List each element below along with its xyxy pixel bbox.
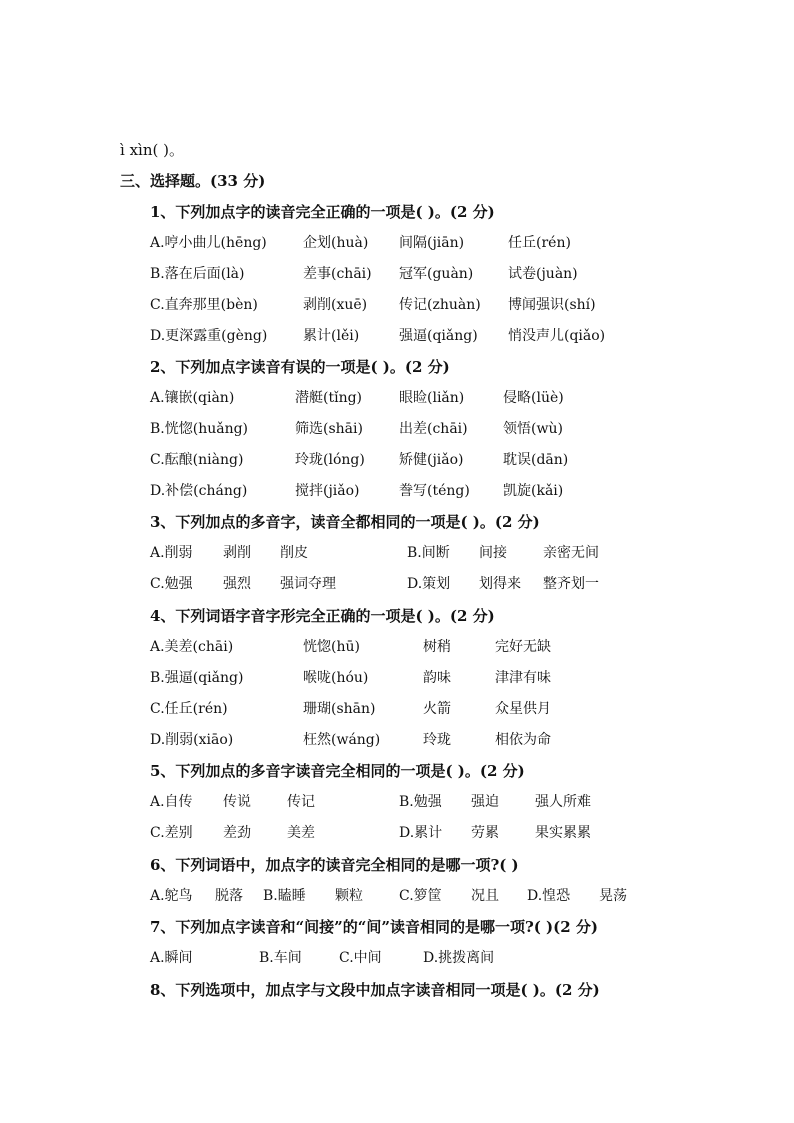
option-item: 强迫 xyxy=(471,794,499,810)
option-item: 晃荡 xyxy=(599,888,627,904)
option-item: 树稍 xyxy=(423,639,451,655)
option-row xyxy=(0,637,794,657)
option-item: 整齐划一 xyxy=(543,576,599,592)
option-item: B.强逼(qiǎng) xyxy=(150,670,244,686)
option-item: 劳累 xyxy=(471,825,499,841)
option-item: 颗粒 xyxy=(335,888,363,904)
option-item: 强词夺理 xyxy=(280,576,336,592)
question-stem: 3、下列加点的多音字，读音全都相同的一项是( )。(2 分) xyxy=(150,513,540,531)
option-item: 枉然(wáng) xyxy=(303,732,381,748)
option-item: D.挑拨离间 xyxy=(423,950,495,966)
option-item: 亲密无间 xyxy=(543,545,599,561)
question-stem: 4、下列词语字音字形完全正确的一项是( )。(2 分) xyxy=(150,607,495,625)
option-item: 间隔(jiān) xyxy=(399,235,465,251)
option-item: 传记 xyxy=(287,794,315,810)
option-row xyxy=(0,419,794,439)
option-item: 耽误(dān) xyxy=(503,452,569,468)
option-item: 完好无缺 xyxy=(495,639,551,655)
option-item: 悄没声儿(qiǎo) xyxy=(508,328,606,344)
option-item: C.差别 xyxy=(150,825,193,841)
option-item: 凯旋(kǎi) xyxy=(503,483,564,499)
option-row xyxy=(0,326,794,346)
option-item: 韵味 xyxy=(423,670,451,686)
option-item: A.镶嵌(qiàn) xyxy=(150,390,235,406)
option-item: 剥削(xuē) xyxy=(303,297,368,313)
option-item: 脱落 xyxy=(215,888,243,904)
option-item: C.酝酿(niàng) xyxy=(150,452,244,468)
option-item: A.瞬间 xyxy=(150,950,193,966)
question-stem: 7、下列加点字读音和“间接”的“间”读音相同的是哪一项?( )(2 分) xyxy=(150,918,599,936)
question-stem: 5、下列加点的多音字读音完全相同的一项是( )。(2 分) xyxy=(150,762,525,780)
option-item: A.哼小曲儿(hēng) xyxy=(150,235,267,251)
option-item: 况且 xyxy=(471,888,499,904)
option-item: 传记(zhuàn) xyxy=(399,297,481,313)
option-item: A.自传 xyxy=(150,794,193,810)
option-item: 冠军(guàn) xyxy=(399,266,474,282)
option-row xyxy=(0,543,794,563)
question-stem: 2、下列加点字读音有误的一项是( )。(2 分) xyxy=(150,358,450,376)
option-item: 差劲 xyxy=(223,825,251,841)
option-item: 潜艇(tǐng) xyxy=(295,390,363,406)
option-row xyxy=(0,948,794,968)
option-row xyxy=(0,823,794,843)
option-item: 津津有味 xyxy=(495,670,551,686)
option-item: 誊写(téng) xyxy=(399,483,470,499)
option-item: 众星供月 xyxy=(495,701,551,717)
option-item: 削皮 xyxy=(280,545,308,561)
question-stem: 8、下列选项中，加点字与文段中加点字读音相同一项是( )。(2 分) xyxy=(150,981,600,999)
option-item: D.累计 xyxy=(399,825,443,841)
option-row xyxy=(0,792,794,812)
option-item: B.瞌睡 xyxy=(263,888,306,904)
option-item: B.车间 xyxy=(259,950,302,966)
top-answer-line: ì xìn( )。 xyxy=(120,141,184,159)
option-item: 侵略(lüè) xyxy=(503,390,564,406)
option-item: C.任丘(rén) xyxy=(150,701,228,717)
option-row xyxy=(0,886,794,906)
option-item: C.中间 xyxy=(339,950,382,966)
option-item: 美差 xyxy=(287,825,315,841)
option-item: A.鸵鸟 xyxy=(150,888,193,904)
option-row xyxy=(0,295,794,315)
option-row xyxy=(0,699,794,719)
option-item: 出差(chāi) xyxy=(399,421,468,437)
option-item: 眼睑(liǎn) xyxy=(399,390,465,406)
option-item: A.削弱 xyxy=(150,545,193,561)
option-item: 间接 xyxy=(479,545,507,561)
option-item: D.策划 xyxy=(407,576,451,592)
option-item: 恍惚(hū) xyxy=(303,639,360,655)
option-item: 试卷(juàn) xyxy=(508,266,578,282)
option-item: 任丘(rén) xyxy=(508,235,571,251)
option-item: 相依为命 xyxy=(495,732,551,748)
option-item: 珊瑚(shān) xyxy=(303,701,376,717)
option-item: 领悟(wù) xyxy=(503,421,563,437)
option-item: D.补偿(cháng) xyxy=(150,483,248,499)
option-item: 玲珑 xyxy=(423,732,451,748)
option-item: 累计(lěi) xyxy=(303,328,360,344)
option-item: B.落在后面(là) xyxy=(150,266,245,282)
option-item: 剥削 xyxy=(223,545,251,561)
option-item: 博闻强识(shí) xyxy=(508,297,596,313)
option-item: 划得来 xyxy=(479,576,521,592)
option-item: 矫健(jiǎo) xyxy=(399,452,464,468)
section-title: 三、选择题。(33 分) xyxy=(120,172,266,190)
option-row xyxy=(0,233,794,253)
option-item: B.勉强 xyxy=(399,794,442,810)
option-row xyxy=(0,481,794,501)
option-item: D.更深露重(gèng) xyxy=(150,328,268,344)
option-item: B.恍惚(huǎng) xyxy=(150,421,249,437)
option-item: 强人所难 xyxy=(535,794,591,810)
option-item: B.间断 xyxy=(407,545,450,561)
option-item: 果实累累 xyxy=(535,825,591,841)
option-item: D.削弱(xiāo) xyxy=(150,732,234,748)
option-item: C.直奔那里(bèn) xyxy=(150,297,258,313)
option-item: 玲珑(lóng) xyxy=(295,452,365,468)
option-item: 传说 xyxy=(223,794,251,810)
option-row xyxy=(0,450,794,470)
option-item: 差事(chāi) xyxy=(303,266,372,282)
option-item: 搅拌(jiǎo) xyxy=(295,483,360,499)
option-item: 筛选(shāi) xyxy=(295,421,363,437)
option-item: D.惶恐 xyxy=(527,888,571,904)
option-item: 企划(huà) xyxy=(303,235,369,251)
option-row xyxy=(0,574,794,594)
option-item: C.箩筐 xyxy=(399,888,442,904)
option-item: 强烈 xyxy=(223,576,251,592)
option-item: C.勉强 xyxy=(150,576,193,592)
option-item: 火箭 xyxy=(423,701,451,717)
option-item: A.美差(chāi) xyxy=(150,639,234,655)
option-row xyxy=(0,668,794,688)
question-stem: 6、下列词语中，加点字的读音完全相同的是哪一项?( ) xyxy=(150,856,519,874)
option-item: 喉咙(hóu) xyxy=(303,670,369,686)
question-stem: 1、下列加点字的读音完全正确的一项是( )。(2 分) xyxy=(150,203,495,221)
option-row xyxy=(0,264,794,284)
option-item: 强逼(qiǎng) xyxy=(399,328,478,344)
option-row xyxy=(0,388,794,408)
option-row xyxy=(0,730,794,750)
